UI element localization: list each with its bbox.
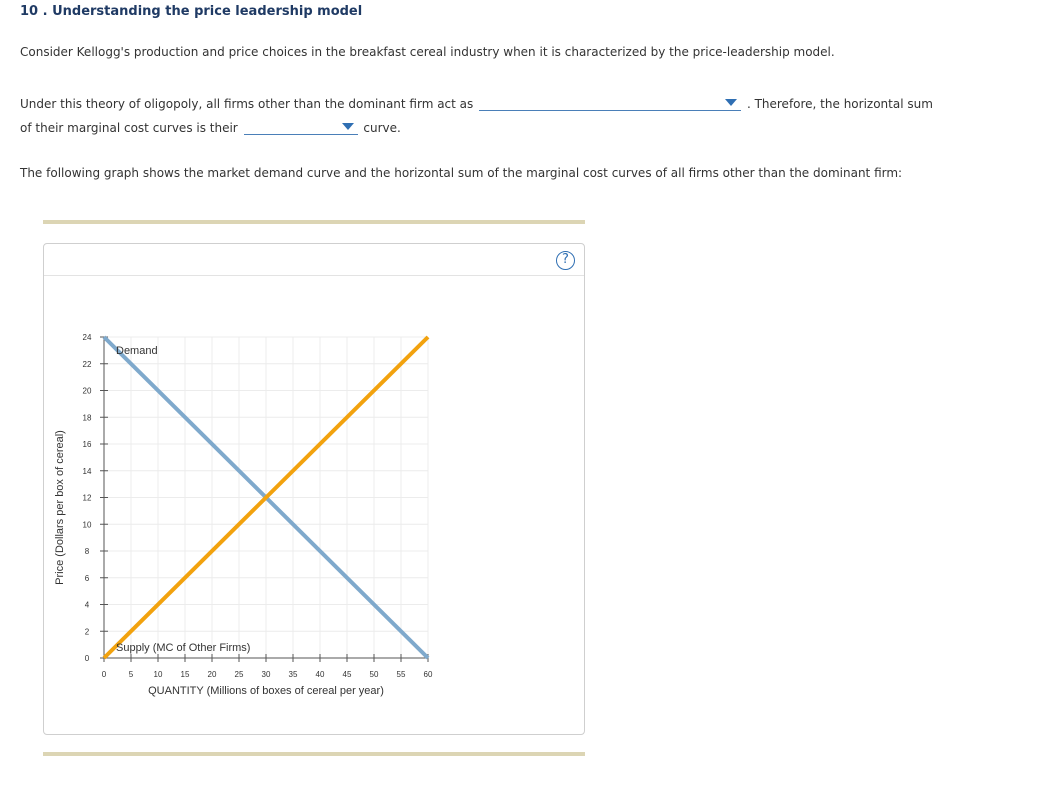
price-leadership-chart <box>44 244 584 734</box>
line2-after-text: curve. <box>363 121 401 135</box>
x-tick-label: 10 <box>153 670 163 679</box>
question-title: 10 . Understanding the price leadership model <box>20 4 363 19</box>
x-tick-label: 15 <box>180 670 190 679</box>
supply-label: Supply (MC of Other Firms) <box>116 642 251 654</box>
firm-behavior-dropdown[interactable] <box>479 94 741 111</box>
y-tick-label: 18 <box>82 413 92 423</box>
chevron-down-icon[interactable] <box>725 99 737 106</box>
demand-label: Demand <box>116 345 158 357</box>
x-tick-label: 55 <box>396 670 406 679</box>
x-tick-label: 5 <box>128 670 134 679</box>
line2-before-text: of their marginal cost curves is their <box>20 121 238 135</box>
y-axis-title: Price (Dollars per box of cereal) <box>54 430 66 585</box>
y-tick-label: 20 <box>82 386 92 396</box>
x-tick-label: 45 <box>342 670 352 679</box>
y-tick-label: 8 <box>84 547 90 556</box>
y-tick-label: 0 <box>84 654 90 663</box>
graph-panel <box>43 243 585 735</box>
y-tick-label: 22 <box>82 359 92 369</box>
x-axis-title: QUANTITY (Millions of boxes of cereal per year) <box>148 685 384 697</box>
graph-intro-text: The following graph shows the market demand curve and the horizontal sum of the marginal cost curves of all firms other than the dominant firm: <box>20 166 903 180</box>
y-tick-label: 2 <box>84 627 90 637</box>
help-icon[interactable]: ? <box>556 251 575 270</box>
x-tick-label: 40 <box>315 670 325 679</box>
x-tick-label: 20 <box>207 670 217 679</box>
y-tick-label: 14 <box>82 466 92 476</box>
x-tick-label: 25 <box>234 670 244 679</box>
x-tick-label: 0 <box>101 670 107 679</box>
line1-after-text: . Therefore, the horizontal sum <box>746 97 933 111</box>
chevron-down-icon[interactable] <box>342 123 354 130</box>
curve-type-dropdown[interactable] <box>244 118 358 135</box>
y-tick-label: 10 <box>82 520 92 530</box>
divider-bottom <box>43 752 585 756</box>
y-tick-label: 16 <box>82 440 92 449</box>
x-tick-label: 30 <box>261 670 271 679</box>
intro-text: Consider Kellogg's production and price choices in the breakfast cereal industry when it is characterized by the price-leadership model. <box>20 45 835 59</box>
y-tick-label: 12 <box>82 493 92 503</box>
y-tick-label: 4 <box>84 600 90 610</box>
y-tick-label: 6 <box>84 573 90 583</box>
question-line-2 <box>20 118 401 135</box>
line1-before-text: Under this theory of oligopoly, all firms other than the dominant firm act as <box>20 97 474 111</box>
x-tick-label: 35 <box>288 670 298 679</box>
question-line-1 <box>20 94 933 111</box>
divider-top <box>43 220 585 224</box>
x-tick-label: 60 <box>423 670 433 679</box>
x-tick-label: 50 <box>369 670 379 679</box>
y-tick-label: 24 <box>82 333 92 342</box>
